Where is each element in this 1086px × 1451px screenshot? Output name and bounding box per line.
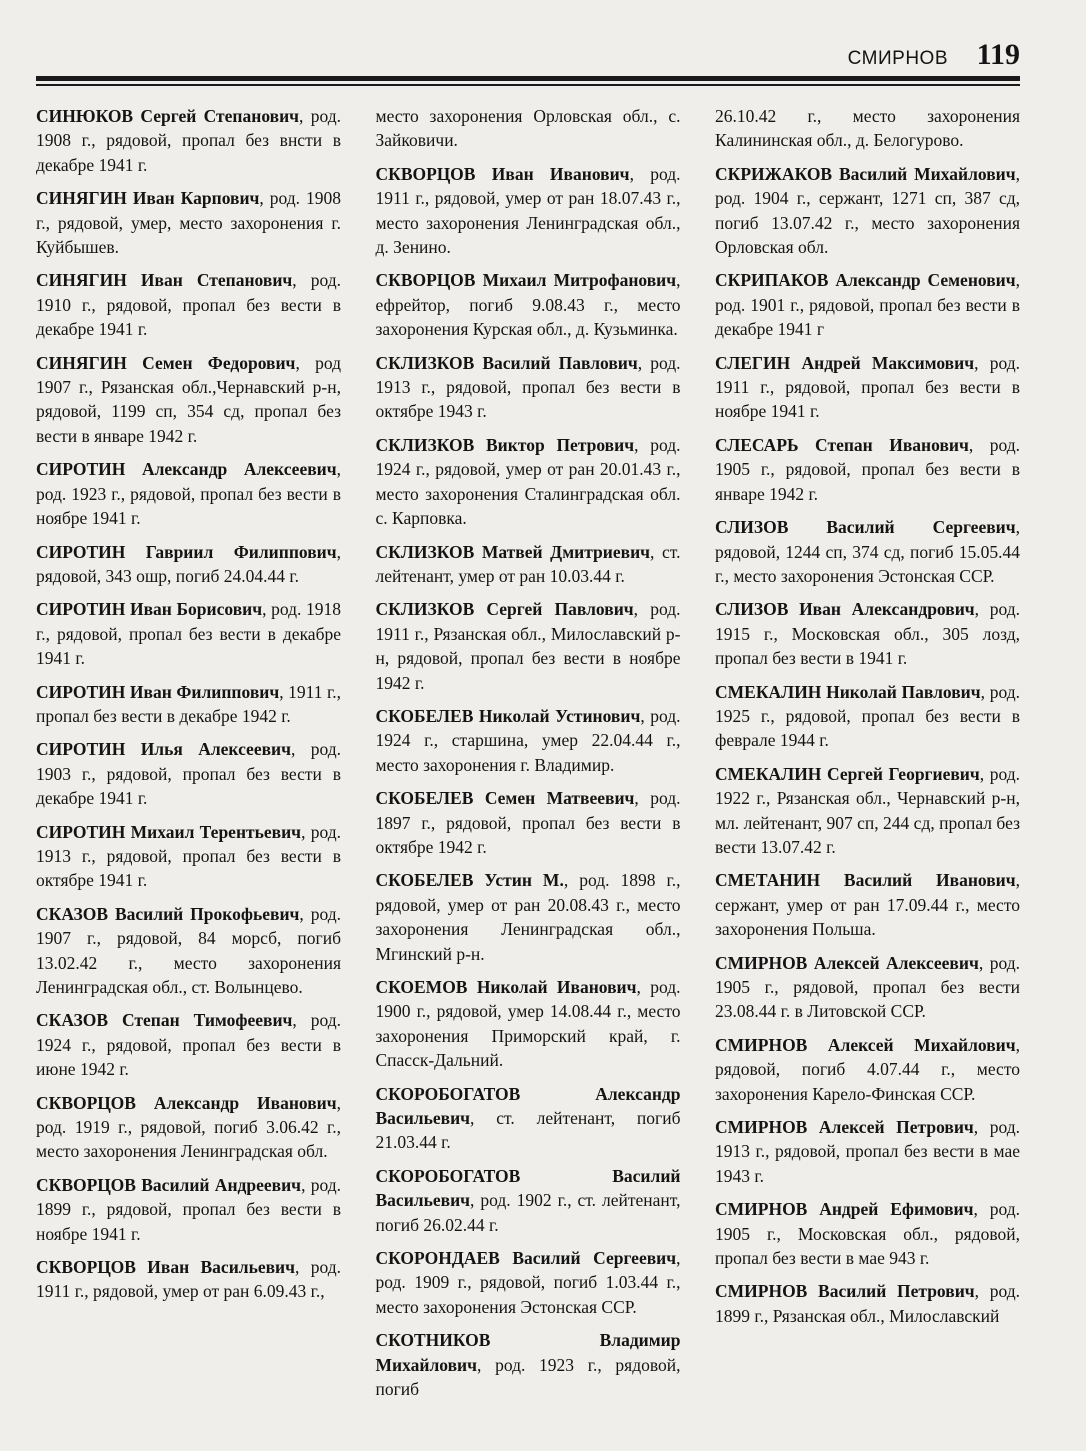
entry-name: СКАЗОВ Степан Тимофеевич	[36, 1010, 293, 1031]
list-item	[715, 597, 1020, 670]
list-item	[36, 1173, 341, 1246]
entry-name: СМИРНОВ Алексей Михайлович	[715, 1034, 1016, 1055]
entry-name: СКОБЕЛЕВ Николай Устинович	[375, 705, 641, 726]
entry-name: СКЛИЗКОВ Виктор Петрович	[375, 434, 635, 455]
entry-details: , ст. лейтенант, умер от ран 10.03.44 г.	[375, 541, 681, 586]
list-item	[715, 951, 1020, 1024]
list-item	[376, 597, 681, 695]
entry-details: , род. 1919 г., рядовой, погиб 3.06.42 г., место захоронения Ленинградская обл.	[36, 1092, 341, 1162]
list-item	[376, 704, 681, 777]
entry-name: СМИРНОВ Алексей Алексеевич	[715, 952, 979, 973]
list-item	[376, 1246, 681, 1319]
entry-details: , род. 1925 г., рядовой, пропал без вести в феврале 1944 г.	[715, 681, 1020, 751]
entry-details: , род. 1908 г., рядовой, пропал без внсти в декабре 1941 г.	[36, 106, 341, 175]
list-item	[36, 680, 341, 729]
entry-details: , род. 1905 г., рядовой, пропал без вести в январе 1942 г.	[715, 434, 1020, 504]
entry-details: 26.10.42 г., место захоронения Калининская обл., д. Белогурово.	[715, 106, 1020, 151]
entry-name: СЛЕСАРЬ Степан Иванович	[715, 434, 969, 455]
list-item	[376, 868, 681, 966]
entry-name: СИНЯГИН Иван Карпович	[36, 188, 260, 209]
entry-details: , род. 1911 г., рядовой, умер от ран 6.09.43 г.,	[36, 1257, 341, 1302]
entry-name: СИРОТИН Михаил Терентьевич	[36, 821, 302, 842]
entry-details: , род. 1911 г., рядовой, умер от ран 18.07.43 г., место захоронения Ленинградская обл., д. Зенино.	[375, 163, 681, 258]
entry-details: , род. 1904 г., сержант, 1271 сп, 387 сд, погиб 13.07.42 г., место захоронения Орловская обл.	[715, 163, 1020, 258]
list-item	[36, 737, 341, 810]
list-item	[36, 1008, 341, 1081]
list-item	[36, 104, 341, 177]
column-2	[375, 104, 681, 1400]
list-item	[376, 433, 681, 531]
list-item	[36, 820, 341, 893]
entry-name: СКОБЕЛЕВ Семен Матвеевич	[375, 788, 635, 809]
entry-name: СКЛИЗКОВ Василий Павлович	[375, 352, 638, 373]
entry-name: СМИРНОВ Василий Петрович	[715, 1281, 975, 1302]
entry-details: , рядовой, 343 ошр, погиб 24.04.44 г.	[36, 541, 341, 586]
text-columns	[36, 104, 1021, 1400]
entry-details: , род. 1911 г., Рязанская обл., Милославский р-н, рядовой, пропал без вести в ноябре 1942 г.	[375, 599, 681, 693]
entry-details: , род. 1924 г., рядовой, умер от ран 20.01.43 г., место захоронения Сталинградская обл. с. Карповка.	[375, 434, 681, 529]
list-item	[715, 1197, 1020, 1270]
entry-details: , род. 1902 г., ст. лейтенант, погиб 26.02.44 г.	[375, 1190, 681, 1235]
list-item	[36, 597, 341, 670]
entry-name: СИНЯГИН Иван Степанович	[36, 270, 293, 291]
list-item	[715, 351, 1020, 424]
entry-details: , род. 1911 г., рядовой, пропал без вести в ноябре 1941 г.	[715, 352, 1020, 422]
entry-name: СКВОРЦОВ Василий Андреевич	[36, 1174, 302, 1195]
entry-name: СКОРОБОГАТОВ Александр Васильевич	[375, 1083, 681, 1129]
entry-details: , рядовой, погиб 4.07.44 г., место захоронения Карело-Финская ССР.	[715, 1034, 1020, 1104]
entry-details: , рядовой, 1244 сп, 374 сд, погиб 15.05.44 г., место захоронения Эстонская ССР.	[715, 517, 1020, 586]
list-item	[36, 1255, 341, 1304]
list-item	[715, 1279, 1020, 1328]
entry-name: СИРОТИН Гавриил Филиппович	[36, 541, 337, 562]
entry-name: СКРИПАКОВ Александр Семенович	[715, 270, 1016, 291]
entry-name: СМЕТАНИН Василий Иванович	[715, 870, 1016, 891]
header-rule-thick	[36, 76, 1020, 81]
entry-details: , род. 1907 г., рядовой, 84 морсб, погиб 13.02.42 г., место захоронения Ленинградская обл., ст. Волынцево.	[36, 903, 341, 997]
entry-name: СКВОРЦОВ Иван Иванович	[375, 163, 630, 184]
entry-name: СКОБЕЛЕВ Устин М.	[375, 870, 564, 891]
entry-name: СИРОТИН Иван Филиппович	[36, 681, 280, 702]
list-item	[715, 868, 1020, 941]
list-item	[376, 162, 681, 260]
list-item	[36, 902, 341, 1000]
list-item	[715, 162, 1020, 260]
list-item	[376, 540, 681, 589]
entry-details: , род. 1900 г., рядовой, умер 14.08.44 г., место захоронения Приморский край, г. Спасск-Дальний.	[375, 977, 681, 1071]
running-head: СМИРНОВ	[847, 48, 948, 69]
entry-name: СКВОРЦОВ Иван Васильевич	[36, 1257, 296, 1278]
entry-details: , род. 1924 г., рядовой, пропал без вести в июне 1942 г.	[36, 1010, 342, 1080]
entry-details: , род. 1905 г., Московская обл., рядовой, пропал без вести в мае 943 г.	[715, 1199, 1021, 1269]
entry-details: , род. 1909 г., рядовой, погиб 1.03.44 г., место захоронения Эстонская ССР.	[375, 1248, 681, 1317]
list-item	[36, 186, 341, 259]
list-item	[715, 680, 1020, 753]
entry-details: место захоронения Орловская обл., с. Зайковичи.	[375, 106, 681, 151]
page-header	[0, 36, 1026, 76]
entry-details: , сержант, умер от ран 17.09.44 г., место захоронения Польша.	[715, 870, 1020, 940]
list-item	[36, 1091, 341, 1164]
entry-details: , род. 1918 г., рядовой, пропал без вести в декабре 1941 г.	[36, 599, 341, 669]
entry-name: СИРОТИН Илья Алексеевич	[36, 739, 291, 760]
entry-details: , род. 1923 г., рядовой, пропал без вести в ноябре 1941 г.	[36, 459, 341, 529]
list-item	[376, 268, 681, 341]
entry-details: , род. 1913 г., рядовой, пропал без вести в мае 1943 г.	[715, 1117, 1020, 1186]
entry-name: СИНЮКОВ Сергей Степанович	[36, 106, 300, 126]
list-item	[715, 268, 1020, 341]
entry-details: , род. 1910 г., рядовой, пропал без вести в декабре 1941 г.	[36, 270, 341, 340]
entry-name: СМИРНОВ Андрей Ефимович	[715, 1199, 974, 1220]
entry-name: СКОЕМОВ Николай Иванович	[375, 977, 637, 997]
list-item	[36, 351, 341, 449]
list-item	[376, 104, 681, 153]
header-rule-thin	[36, 84, 1020, 86]
entry-details: , род. 1924 г., старшина, умер 22.04.44 г., место захоронения г. Владимир.	[375, 705, 681, 775]
entry-details: , ефрейтор, погиб 9.08.43 г., место захоронения Курская обл., д. Кузьминка.	[375, 270, 681, 340]
entry-details: , род. 1903 г., рядовой, пропал без вести в декабре 1941 г.	[36, 739, 341, 809]
list-item	[376, 351, 681, 424]
entry-name: СИНЯГИН Семен Федорович	[36, 352, 296, 373]
entry-details: , род. 1908 г., рядовой, умер, место захоронения г. Куйбышев.	[36, 188, 341, 258]
entry-name: СКОТНИКОВ Владимир Михайлович	[375, 1330, 681, 1375]
list-item	[376, 975, 681, 1073]
entry-details: , 1911 г., пропал без вести в декабре 1942 г.	[36, 681, 341, 726]
list-item	[715, 1033, 1020, 1106]
entry-details: , род. 1897 г., рядовой, пропал без вести в октябре 1942 г.	[375, 788, 681, 857]
entry-details: , род. 1899 г., рядовой, пропал без вести в ноябре 1941 г.	[36, 1174, 342, 1244]
list-item	[715, 433, 1020, 506]
column-3	[715, 104, 1020, 1334]
entry-details: , род. 1913 г., рядовой, пропал без вести в октябре 1941 г.	[36, 821, 341, 891]
entry-name: СКРИЖАКОВ Василий Михайлович	[715, 163, 1016, 184]
entry-details: , род. 1922 г., Рязанская обл., Чернавский р-н, мл. лейтенант, 907 сп, 244 сд, пропал без вести 13.07.42 г.	[715, 763, 1020, 857]
column-1	[36, 104, 341, 1334]
entry-name: СИРОТИН Иван Борисович	[36, 599, 263, 620]
list-item	[376, 786, 681, 859]
entry-details: , род. 1915 г., Московская обл., 305 лозд, пропал без вести в 1941 г.	[715, 599, 1020, 669]
entry-name: СМЕКАЛИН Сергей Георгиевич	[715, 763, 980, 784]
list-item	[36, 268, 341, 341]
entry-name: СМЕКАЛИН Николай Павлович	[715, 681, 981, 702]
entry-name: СИРОТИН Александр Алексеевич	[36, 459, 337, 480]
entry-name: СКВОРЦОВ Михаил Митрофанович	[375, 270, 677, 291]
entry-details: , ст. лейтенант, погиб 21.03.44 г.	[375, 1108, 681, 1153]
entry-name: СЛИЗОВ Иван Александрович	[715, 599, 975, 620]
entry-details: , род. 1905 г., рядовой, пропал без вести 23.08.44 г. в Литовской ССР.	[715, 952, 1020, 1022]
entry-details: , род. 1898 г., рядовой, умер от ран 20.08.43 г., место захоронения Ленинградская обл., Мгинский р-н.	[375, 870, 681, 964]
entry-name: СКОРОБОГАТОВ Василий Васильевич	[375, 1165, 681, 1211]
list-item	[376, 1164, 681, 1237]
entry-details: , род. 1913 г., рядовой, пропал без вести в октябре 1943 г.	[375, 352, 681, 422]
list-item	[36, 540, 341, 589]
entry-name: СЛЕГИН Андрей Максимович	[715, 352, 975, 373]
entry-details: , род. 1901 г., рядовой, пропал без вести в декабре 1941 г	[715, 270, 1020, 340]
entry-name: СМИРНОВ Алексей Петрович	[715, 1117, 974, 1138]
list-item	[376, 1328, 681, 1401]
list-item	[36, 457, 341, 530]
page-number: 119	[976, 38, 1020, 71]
entry-name: СКЛИЗКОВ Сергей Павлович	[375, 599, 634, 620]
entry-details: , род 1907 г., Рязанская обл.,Чернавский р-н, рядовой, 1199 сп, 354 сд, пропал без вести в январе 1942 г.	[36, 352, 341, 446]
list-item	[715, 762, 1020, 860]
entry-name: СКЛИЗКОВ Матвей Дмитриевич	[375, 541, 651, 562]
list-item	[715, 515, 1020, 588]
list-item	[715, 1115, 1020, 1188]
entry-name: СКВОРЦОВ Александр Иванович	[36, 1092, 337, 1113]
entry-name: СКОРОНДАЕВ Василий Сергеевич	[375, 1248, 677, 1269]
entry-name: СЛИЗОВ Василий Сергеевич	[715, 517, 1016, 538]
list-item	[715, 104, 1020, 153]
entry-details: , род. 1923 г., рядовой, погиб	[375, 1354, 681, 1400]
list-item	[376, 1082, 681, 1155]
entry-details: , род. 1899 г., Рязанская обл., Милославский	[715, 1281, 1021, 1326]
entry-name: СКАЗОВ Василий Прокофьевич	[36, 903, 300, 924]
